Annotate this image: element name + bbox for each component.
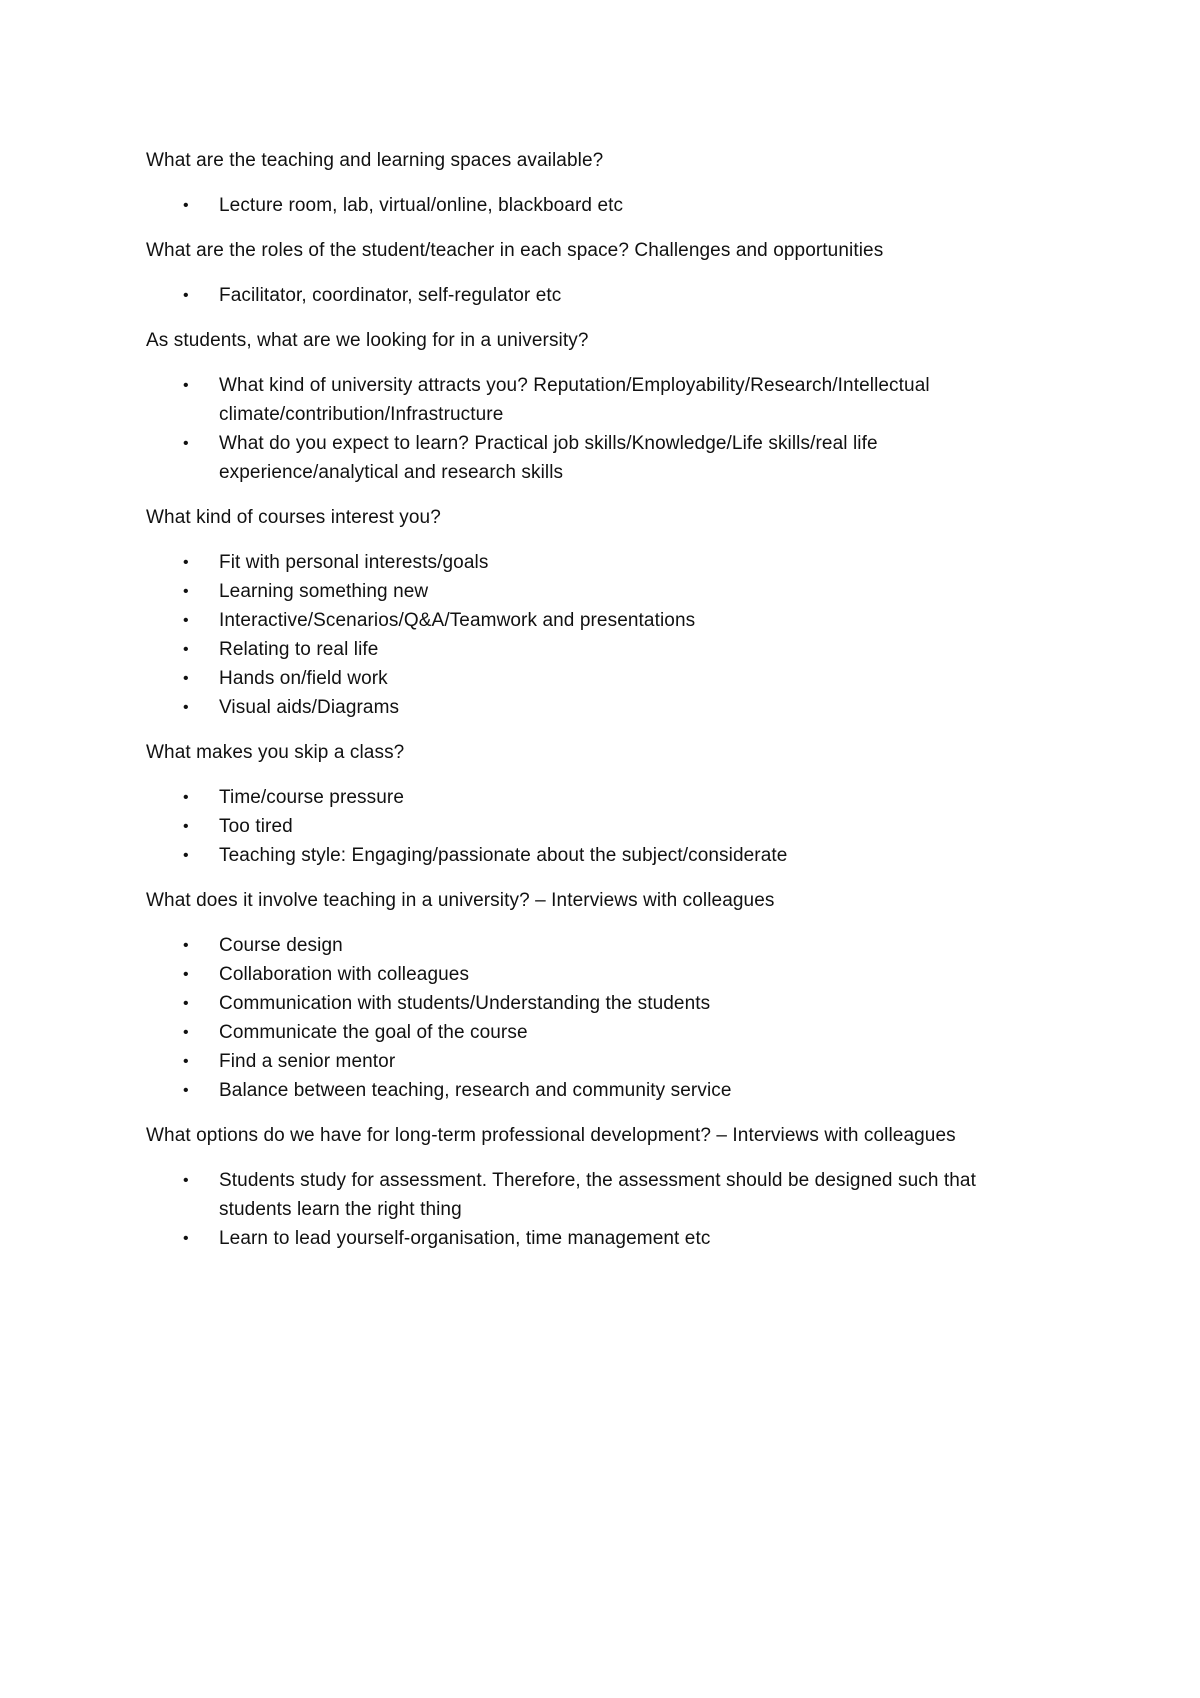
list-item	[146, 371, 1046, 429]
list-item-text: Learning something new	[219, 581, 429, 602]
section-university-expectations	[146, 326, 1046, 487]
section-roles	[146, 236, 1046, 310]
bullet-icon: •	[183, 612, 189, 629]
list-item-text: Communicate the goal of the course	[219, 1022, 528, 1043]
question-heading: What does it involve teaching in a university? – Interviews with colleagues	[146, 890, 775, 911]
bullet-icon: •	[183, 847, 189, 864]
list-item-text: Teaching style: Engaging/passionate about the subject/considerate	[219, 845, 788, 866]
bullet-icon: •	[183, 435, 189, 452]
question-heading: What are the teaching and learning spaces available?	[146, 150, 604, 171]
list-item-text: What do you expect to learn? Practical job skills/Knowledge/Life skills/real life experience/analytical and research skills	[219, 433, 878, 483]
bullet-icon: •	[183, 1053, 189, 1070]
section-skip-class	[146, 738, 1046, 870]
list-item-text: Fit with personal interests/goals	[219, 552, 489, 573]
bullet-icon: •	[183, 995, 189, 1012]
list-item-text: Time/course pressure	[219, 787, 405, 808]
question-heading: What options do we have for long-term professional development? – Interviews with colleagues	[146, 1125, 956, 1146]
bullet-list	[146, 281, 1046, 310]
list-item	[146, 1076, 1046, 1105]
bullet-icon: •	[183, 641, 189, 658]
list-item	[146, 931, 1046, 960]
section-courses-interest	[146, 503, 1046, 722]
list-item	[146, 664, 1046, 693]
list-item	[146, 281, 1046, 310]
bullet-icon: •	[183, 1230, 189, 1247]
section-teaching-spaces	[146, 146, 1046, 220]
bullet-icon: •	[183, 197, 189, 214]
bullet-icon: •	[183, 966, 189, 983]
list-item	[146, 1018, 1046, 1047]
list-item	[146, 1224, 1046, 1253]
list-item-text: Balance between teaching, research and community service	[219, 1080, 732, 1101]
bullet-list	[146, 371, 1046, 487]
bullet-icon: •	[183, 377, 189, 394]
bullet-list	[146, 191, 1046, 220]
list-item-text: Communication with students/Understanding the students	[219, 993, 711, 1014]
list-item-text: Collaboration with colleagues	[219, 964, 470, 985]
list-item	[146, 635, 1046, 664]
bullet-list	[146, 783, 1046, 870]
list-item-text: Interactive/Scenarios/Q&A/Teamwork and presentations	[219, 610, 696, 631]
list-item-text: Too tired	[219, 816, 293, 837]
list-item	[146, 783, 1046, 812]
bullet-icon: •	[183, 937, 189, 954]
list-item-text: Learn to lead yourself-organisation, time management etc	[219, 1228, 711, 1249]
bullet-icon: •	[183, 818, 189, 835]
question-heading: What makes you skip a class?	[146, 742, 405, 763]
list-item-text: Hands on/field work	[219, 668, 388, 689]
document-body	[146, 146, 1046, 1269]
question-heading: As students, what are we looking for in a university?	[146, 330, 589, 351]
list-item	[146, 960, 1046, 989]
list-item	[146, 989, 1046, 1018]
bullet-icon: •	[183, 554, 189, 571]
list-item-text: Visual aids/Diagrams	[219, 697, 400, 718]
section-professional-development	[146, 1121, 1046, 1253]
bullet-icon: •	[183, 789, 189, 806]
list-item-text: Relating to real life	[219, 639, 379, 660]
list-item	[146, 693, 1046, 722]
bullet-icon: •	[183, 699, 189, 716]
list-item	[146, 429, 1046, 487]
list-item	[146, 841, 1046, 870]
list-item-text: What kind of university attracts you? Reputation/Employability/Research/Intellectual climate/contribution/Infrastructure	[219, 375, 930, 425]
section-teaching-university	[146, 886, 1046, 1105]
list-item	[146, 577, 1046, 606]
question-heading: What kind of courses interest you?	[146, 507, 441, 528]
bullet-list	[146, 548, 1046, 722]
bullet-icon: •	[183, 287, 189, 304]
list-item	[146, 191, 1046, 220]
question-heading: What are the roles of the student/teacher in each space? Challenges and opportunities	[146, 240, 884, 261]
list-item	[146, 1047, 1046, 1076]
list-item-text: Students study for assessment. Therefore, the assessment should be designed such that students learn the right thing	[219, 1170, 976, 1220]
list-item	[146, 548, 1046, 577]
bullet-list	[146, 1166, 1046, 1253]
list-item-text: Lecture room, lab, virtual/online, blackboard etc	[219, 195, 624, 216]
bullet-icon: •	[183, 1172, 189, 1189]
list-item	[146, 812, 1046, 841]
list-item	[146, 606, 1046, 635]
bullet-icon: •	[183, 583, 189, 600]
bullet-icon: •	[183, 670, 189, 687]
bullet-icon: •	[183, 1082, 189, 1099]
list-item-text: Course design	[219, 935, 343, 956]
list-item-text: Find a senior mentor	[219, 1051, 396, 1072]
bullet-list	[146, 931, 1046, 1105]
list-item	[146, 1166, 1046, 1224]
list-item-text: Facilitator, coordinator, self-regulator etc	[219, 285, 562, 306]
bullet-icon: •	[183, 1024, 189, 1041]
